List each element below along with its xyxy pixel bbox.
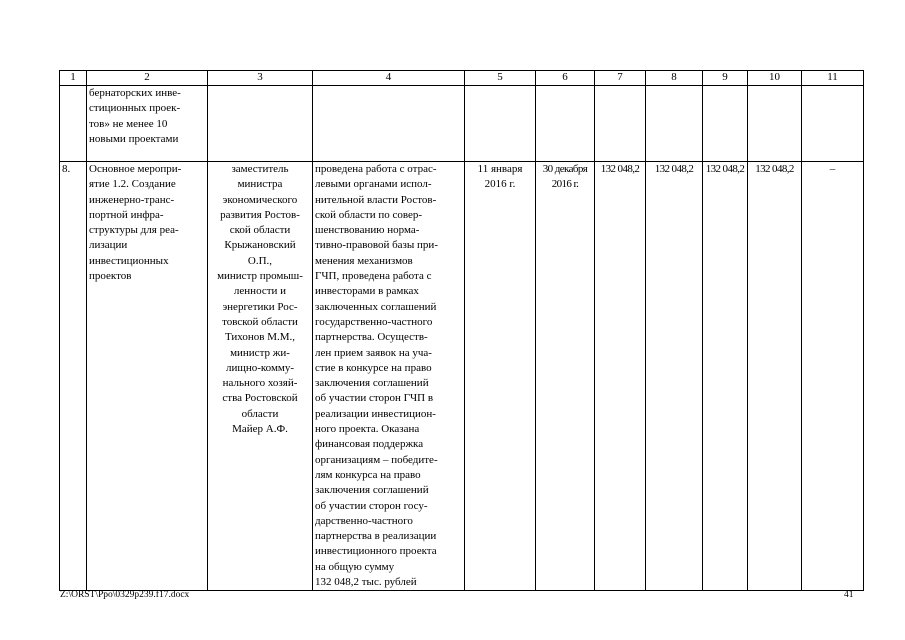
table-cell [536,86,595,162]
table-cell [208,86,313,162]
header-cell: 3 [208,71,313,86]
table-cell [595,86,646,162]
table-row-8 [60,162,864,591]
header-cell: 11 [802,71,864,86]
header-cell: 2 [87,71,208,86]
report-table [59,70,864,591]
amount-col7: 132 048,2 [595,162,646,591]
table-cell [802,86,864,162]
amount-col8: 132 048,2 [646,162,703,591]
responsible-persons: заместитель министра экономического развития Ростов- ской области Крыжановский О.П., министр промыш- ленности и энергетики Рос- товской области Тихонов М.М., министр жи- лищно-комму- нального хозяй- ства Ростовской области Майер А.Ф. [208,162,313,591]
table-cell [60,86,87,162]
table-cell [465,86,536,162]
start-date: 11 января 2016 г. [465,162,536,591]
col11-dash: – [802,162,864,591]
header-row [60,71,864,86]
header-cell: 10 [748,71,802,86]
end-date: 30 декабря 2016 г. [536,162,595,591]
table-cell [703,86,748,162]
header-cell: 8 [646,71,703,86]
header-cell: 7 [595,71,646,86]
header-cell: 4 [313,71,465,86]
event-name: Основное меропри- ятие 1.2. Создание инженерно-транс- портной инфра- структуры для реа- лизации инвестиционных проектов [87,162,208,591]
header-cell: 5 [465,71,536,86]
table-cell [748,86,802,162]
footer-file-path: Z:\ORST\Ppo\0329p239.f17.docx [60,590,190,600]
row-number: 8. [60,162,87,591]
table-row-continuation [60,86,864,162]
continued-event-text: бернаторских инве- стиционных проек- тов» не менее 10 новыми проектами [87,86,208,162]
table-cell [646,86,703,162]
amount-col10: 132 048,2 [748,162,802,591]
page-number: 41 [844,590,854,600]
result-description: проведена работа с отрас- левыми органами испол- нительной власти Ростов- ской области по совер- шенствованию норма- тивно-правовой базы при- менения механизмов ГЧП, проведена работа с инвесторами в рамках заключенных соглашений государственно-частного партнерства. Осуществ- лен прием заявок на уча- стие в конкурсе на право заключения соглашений об участии сторон ГЧП в реализации инвестицион- ного проекта. Оказана финансовая поддержка организациям – победите- лям конкурса на право заключения соглашений об участии сторон госу- дарственно-частного партнерства в реализации инвестиционного проекта на общую сумму 132 048,2 тыс. рублей [313,162,465,591]
header-cell: 1 [60,71,87,86]
header-cell: 6 [536,71,595,86]
header-cell: 9 [703,71,748,86]
table-cell [313,86,465,162]
amount-col9: 132 048,2 [703,162,748,591]
